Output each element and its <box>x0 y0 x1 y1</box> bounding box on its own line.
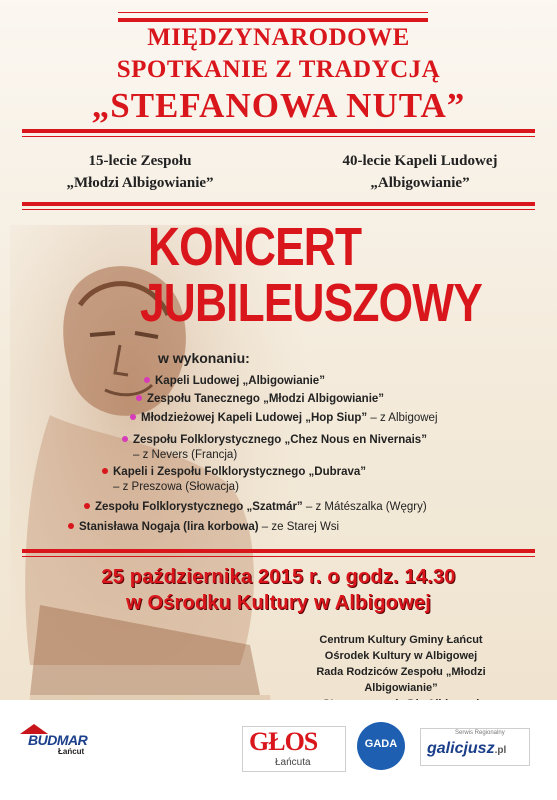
glos-sub: Łańcuta <box>275 757 311 768</box>
performer-place: – ze Starej Wsi <box>261 521 340 533</box>
organizer-item: Centrum Kultury Gminy Łańcut <box>319 634 483 646</box>
performer-item <box>84 500 427 515</box>
performer-name: Zespołu Tanecznego „Młodzi Albigowianie” <box>147 393 385 405</box>
bullet-icon <box>144 377 150 383</box>
top-rule-thin <box>118 12 428 13</box>
headline-jubileuszowy: JUBILEUSZOWY <box>140 273 482 333</box>
performer-item <box>136 392 384 407</box>
galicjusz-tld: .pl <box>494 745 507 756</box>
performer-place: – z Nevers (Francja) <box>133 449 238 461</box>
performer-name: Stanisława Nogaja (lira korbowa) <box>79 521 259 533</box>
performer-place: – z Preszowa (Słowacja) <box>113 481 239 493</box>
performer-name: Młodzieżowej Kapeli Ludowej „Hop Siup” <box>141 412 368 424</box>
title-line-1: MIĘDZYNARODOWE <box>147 24 410 51</box>
headline-koncert: KONCERT <box>148 217 362 277</box>
gada-logo[interactable] <box>357 722 405 770</box>
anniversary-left-line2: „Młodzi Albigowianie” <box>66 175 214 191</box>
glos-name: GŁOS <box>249 727 318 756</box>
anniversary-left <box>30 150 250 194</box>
bullet-icon <box>102 468 108 474</box>
bullet-icon <box>122 436 128 442</box>
performer-item <box>130 411 438 426</box>
event-date: 25 października 2015 r. o godz. 14.30 <box>101 566 456 588</box>
title-rule-thin <box>22 136 535 137</box>
anniversary-right-line2: „Albigowianie” <box>370 175 470 191</box>
title-rule-thick <box>22 129 535 133</box>
budmar-name: BUDMAR <box>28 732 88 748</box>
galicjusz-name <box>427 740 506 758</box>
budmar-logo[interactable] <box>20 724 110 764</box>
date-rule-thick <box>22 549 535 553</box>
anniversary-right-line1: 40-lecie Kapeli Ludowej <box>342 153 498 169</box>
mid-rule-thin <box>22 209 535 210</box>
galicjusz-sub: Serwis Regionalny <box>455 730 505 736</box>
mid-rule-thick <box>22 202 535 206</box>
title-line-2: SPOTKANIE Z TRADYCJĄ <box>116 56 441 83</box>
performer-name: Kapeli Ludowej „Albigowianie” <box>155 375 325 387</box>
glos-lancuta-logo[interactable] <box>242 726 346 772</box>
anniversary-right <box>300 150 540 194</box>
organizer-item: Rada Rodziców Zespołu „Młodzi Albigowianie” <box>316 666 486 694</box>
performer-item <box>122 433 427 463</box>
bullet-icon <box>84 503 90 509</box>
performer-item <box>144 374 325 389</box>
performer-place: – z Albigowej <box>370 412 438 424</box>
organizer-item: Ośrodek Kultury w Albigowej <box>324 650 478 662</box>
date-rule-thin <box>22 556 535 557</box>
budmar-sub: Łańcut <box>58 747 85 756</box>
performer-name: Kapeli i Zespołu Folklorystycznego „Dubrava” <box>113 466 367 478</box>
performer-name: Zespołu Folklorystycznego „Chez Nous en Nivernais” <box>133 434 427 446</box>
event-venue: w Ośrodku Kultury w Albigowej <box>125 592 432 614</box>
performer-item <box>68 520 339 535</box>
galicjusz-logo[interactable] <box>420 728 530 766</box>
bullet-icon <box>68 523 74 529</box>
performer-name: Zespołu Folklorystycznego „Szatmár” <box>95 501 303 513</box>
top-rule-thick <box>118 18 428 22</box>
gada-name: GADA <box>364 738 398 750</box>
anniversary-left-line1: 15-lecie Zespołu <box>88 153 192 169</box>
title-line-3: „STEFANOWA NUTA” <box>91 86 466 125</box>
bullet-icon <box>136 395 142 401</box>
bullet-icon <box>130 414 136 420</box>
performer-item <box>102 465 366 495</box>
performer-place: – z Mátészalka (Węgry) <box>305 501 427 513</box>
performers-label: w wykonaniu: <box>158 350 250 366</box>
galicjusz-name-main: galicjusz <box>427 740 495 757</box>
